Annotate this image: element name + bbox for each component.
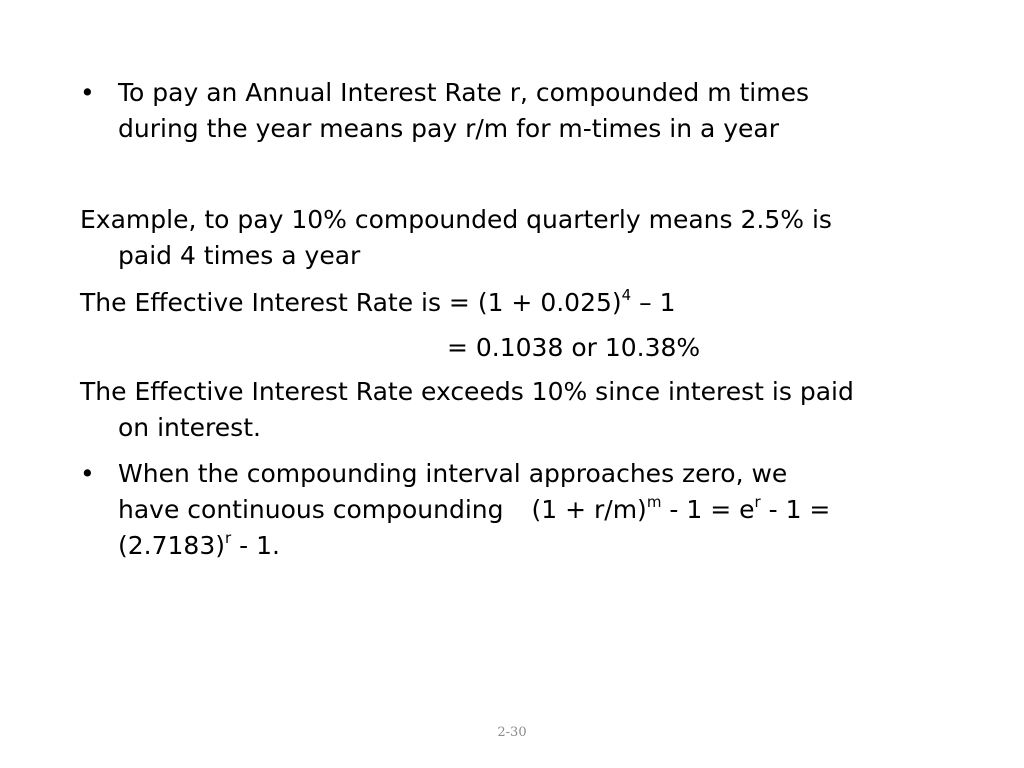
paragraph-line: paid 4 times a year — [118, 241, 361, 270]
formula-exponent: 4 — [621, 285, 632, 304]
bullet-text-line: To pay an Annual Interest Rate r, compounded m times — [118, 78, 810, 107]
bullet-item-compounding — [80, 75, 930, 147]
continuous-text: have continuous compounding — [118, 495, 504, 524]
bullet-item-continuous — [80, 456, 930, 564]
bullet-text-line: When the compounding interval approaches zero, we — [118, 459, 788, 488]
formula-exponent: r — [754, 492, 761, 511]
bullet-text-line — [80, 492, 930, 528]
formula-part: - 1 = e — [661, 495, 755, 524]
paragraph-line: Example, to pay 10% compounded quarterly means 2.5% is — [80, 205, 832, 234]
formula-text: The Effective Interest Rate is = (1 + 0.025) — [80, 288, 622, 317]
formula-part: - 1 = — [760, 495, 831, 524]
page-number: 2-30 — [497, 725, 527, 740]
bullet-text-line: during the year means pay r/m for m-times in a year — [118, 114, 780, 143]
formula-base: (1 + r/m) — [531, 495, 647, 524]
formula-exponent: m — [646, 492, 662, 511]
bullet-marker: • — [80, 459, 95, 488]
paragraph-line: The Effective Interest Rate exceeds 10% since interest is paid — [80, 377, 854, 406]
exceeds-paragraph — [80, 374, 930, 446]
example-paragraph — [80, 202, 930, 274]
formula-exponent: r — [224, 528, 232, 547]
formula-base: (2.7183) — [118, 531, 225, 560]
effective-rate-formula — [80, 285, 930, 321]
bullet-marker: • — [80, 78, 95, 107]
formula-part: - 1. — [231, 531, 280, 560]
bullet-text-line — [80, 528, 930, 564]
formula-suffix: – 1 — [631, 288, 676, 317]
formula-result: = 0.1038 or 10.38% — [447, 333, 701, 362]
paragraph-line: on interest. — [118, 413, 261, 442]
